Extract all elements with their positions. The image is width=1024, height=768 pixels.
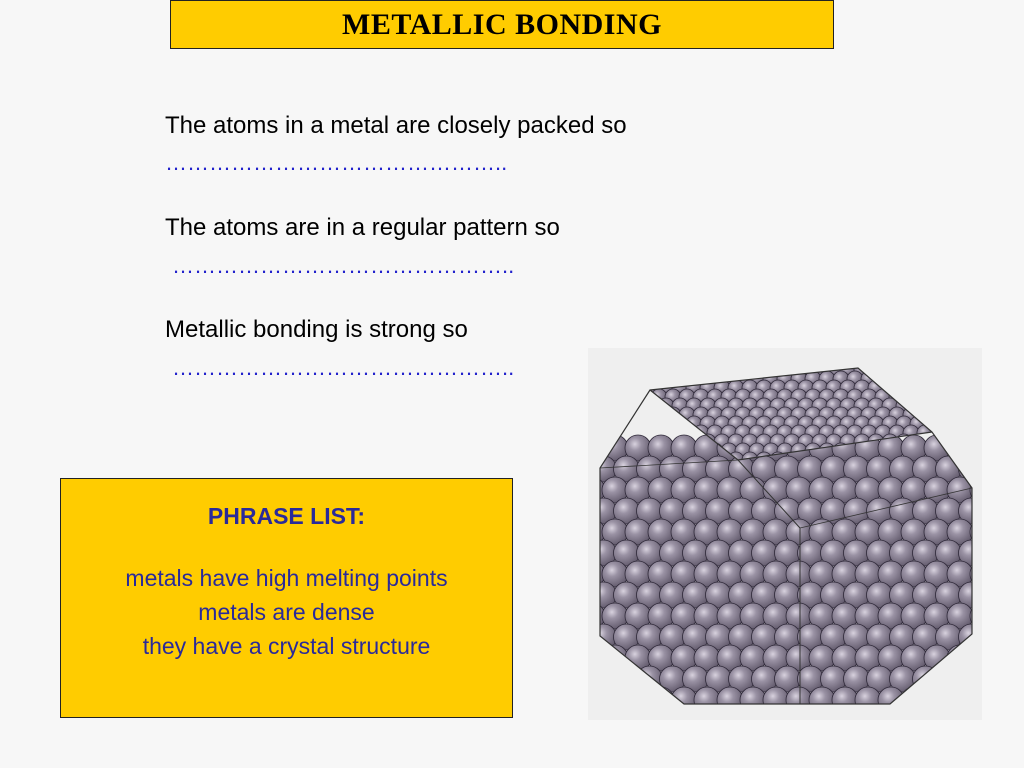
- lattice-sphere: [658, 362, 674, 378]
- lattice-sphere: [931, 389, 947, 405]
- lattice-sphere: [602, 687, 628, 713]
- lattice-sphere: [588, 687, 605, 713]
- lattice-sphere: [630, 380, 646, 396]
- lattice-sphere: [679, 371, 695, 387]
- lattice-sphere: [591, 708, 617, 720]
- lattice-sphere: [917, 371, 933, 387]
- lattice-sphere: [910, 380, 926, 396]
- lattice-sphere: [729, 708, 755, 720]
- lattice-sphere: [982, 582, 983, 608]
- lattice-sphere: [959, 624, 983, 650]
- lattice-sphere: [947, 645, 973, 671]
- lattice-sphere: [694, 687, 720, 713]
- page-title: METALLIC BONDING: [342, 7, 662, 41]
- answer-blank-1: ………………………………………..: [165, 150, 508, 175]
- lattice-sphere: [683, 708, 709, 720]
- lattice-sphere: [982, 708, 983, 720]
- lattice-sphere: [728, 362, 744, 378]
- metal-crystal-lattice-icon: [588, 348, 982, 720]
- lattice-sphere: [660, 708, 686, 720]
- lattice-sphere: [775, 708, 801, 720]
- lattice-sphere: [658, 416, 674, 432]
- lattice-sphere: [832, 687, 858, 713]
- lattice-sphere: [890, 708, 916, 720]
- lattice-sphere: [763, 687, 789, 713]
- lattice-sphere: [625, 687, 651, 713]
- lattice-sphere: [896, 362, 912, 378]
- lattice-sphere: [588, 435, 605, 461]
- lattice-sphere: [903, 371, 919, 387]
- lattice-sphere: [644, 416, 660, 432]
- lattice-sphere: [644, 398, 660, 414]
- lattice-sphere: [947, 435, 973, 461]
- lattice-sphere: [910, 362, 926, 378]
- lattice-sphere: [588, 645, 605, 671]
- lattice-sphere: [717, 687, 743, 713]
- lattice-sphere: [630, 362, 646, 378]
- lattice-sphere: [742, 362, 758, 378]
- phrase-list-heading: PHRASE LIST:: [207, 503, 366, 529]
- lattice-sphere: [959, 666, 983, 692]
- statement-1: The atoms in a metal are closely packed so: [165, 112, 627, 139]
- lattice-sphere: [970, 645, 982, 671]
- lattice-sphere: [868, 362, 884, 378]
- lattice-sphere: [700, 362, 716, 378]
- lattice-sphere: [931, 371, 947, 387]
- lattice-sphere: [752, 708, 778, 720]
- lattice-sphere: [913, 666, 939, 692]
- lattice-sphere: [644, 362, 660, 378]
- answer-blank-2: ………………………………………..: [172, 253, 515, 278]
- lattice-sphere: [896, 380, 912, 396]
- title-banner: [170, 0, 834, 49]
- lattice-sphere: [913, 708, 939, 720]
- lattice-sphere: [844, 708, 870, 720]
- phrase-list: [61, 561, 512, 663]
- lattice-sphere: [970, 687, 982, 713]
- lattice-sphere: [658, 398, 674, 414]
- lattice-sphere: [714, 362, 730, 378]
- lattice-sphere: [982, 666, 983, 692]
- lattice-sphere: [936, 666, 962, 692]
- lattice-sphere: [910, 398, 926, 414]
- lattice-sphere: [591, 666, 617, 692]
- lattice-sphere: [936, 708, 962, 720]
- lattice-sphere: [665, 371, 681, 387]
- lattice-sphere: [882, 362, 898, 378]
- lattice-sphere: [924, 380, 940, 396]
- lattice-sphere: [614, 708, 640, 720]
- lattice-sphere: [970, 435, 982, 461]
- lattice-sphere: [740, 687, 766, 713]
- lattice-sphere: [798, 708, 824, 720]
- lattice-sphere: [924, 398, 940, 414]
- phrase-list-box: [60, 478, 513, 718]
- lattice-sphere: [903, 389, 919, 405]
- lattice-sphere: [889, 371, 905, 387]
- lattice-sphere: [706, 708, 732, 720]
- lattice-sphere: [648, 687, 674, 713]
- lattice-sphere: [931, 407, 947, 423]
- statement-2: The atoms are in a regular pattern so: [165, 214, 560, 241]
- answer-blank-3: ………………………………………..: [172, 355, 515, 380]
- lattice-sphere: [637, 666, 663, 692]
- lattice-sphere: [671, 687, 697, 713]
- statement-3: Metallic bonding is strong so: [165, 316, 468, 343]
- lattice-sphere: [878, 687, 904, 713]
- lattice-sphere: [665, 407, 681, 423]
- lattice-sphere: [756, 362, 772, 378]
- lattice-sphere: [867, 708, 893, 720]
- lattice-sphere: [637, 371, 653, 387]
- lattice-sphere: [651, 371, 667, 387]
- lattice-sphere: [786, 687, 812, 713]
- lattice-sphere: [917, 389, 933, 405]
- lattice-sphere: [672, 362, 688, 378]
- lattice-sphere: [651, 407, 667, 423]
- lattice-sphere: [614, 666, 640, 692]
- lattice-sphere: [809, 687, 835, 713]
- phrase-item: metals have high melting points: [125, 565, 448, 591]
- lattice-sphere: [637, 708, 663, 720]
- phrase-item: they have a crystal structure: [142, 633, 431, 659]
- lattice-sphere: [821, 708, 847, 720]
- lattice-sphere: [959, 708, 983, 720]
- lattice-sphere: [855, 687, 881, 713]
- lattice-sphere: [982, 540, 983, 566]
- lattice-sphere: [982, 498, 983, 524]
- phrase-item: metals are dense: [198, 599, 375, 625]
- lattice-sphere: [947, 687, 973, 713]
- lattice-sphere: [982, 624, 983, 650]
- lattice-sphere: [924, 687, 950, 713]
- lattice-sphere: [982, 456, 983, 482]
- lattice-sphere: [637, 407, 653, 423]
- lattice-sphere: [686, 362, 702, 378]
- lattice-sphere: [924, 362, 940, 378]
